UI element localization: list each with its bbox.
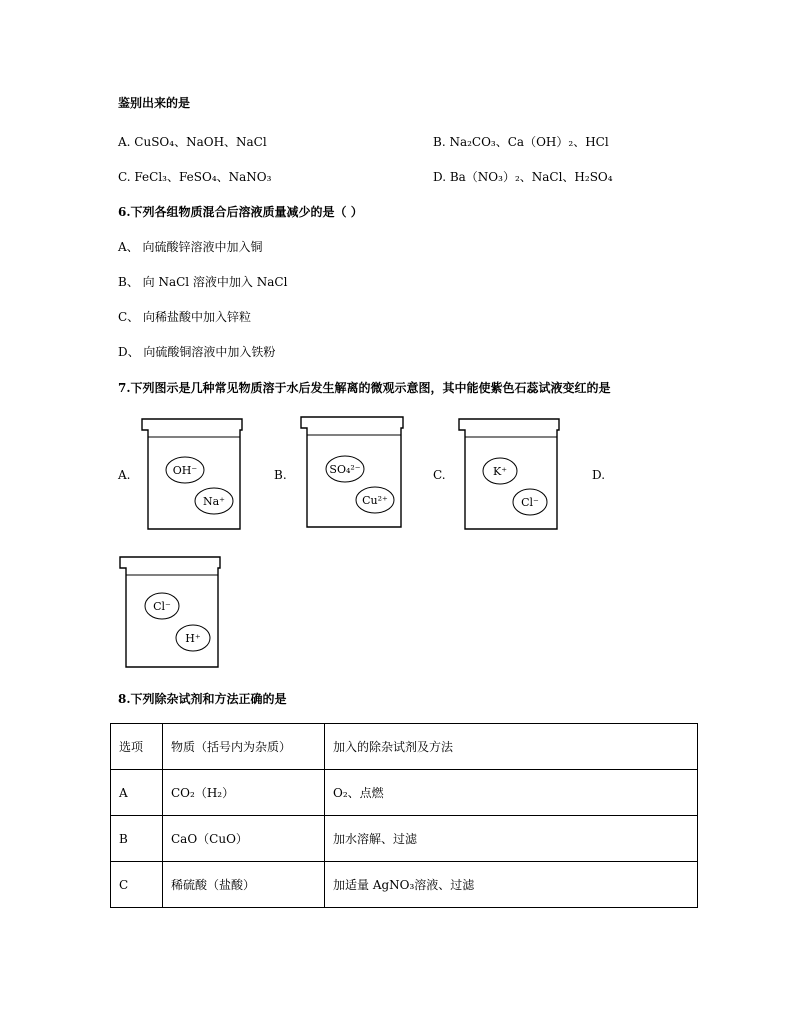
table-cell: 稀硫酸（盐酸） xyxy=(163,862,325,908)
table-row xyxy=(111,770,698,816)
table-cell: O₂、点燃 xyxy=(325,770,698,816)
table-header-cell: 选项 xyxy=(111,724,163,770)
beaker-c-label: C. xyxy=(433,468,446,482)
ion-label: SO₄²⁻ xyxy=(329,463,361,476)
q6-option-b: B、 向 NaCl 溶液中加入 NaCl xyxy=(118,275,288,289)
table-row xyxy=(111,862,698,908)
beaker-b xyxy=(297,416,409,531)
beaker-a-label: A. xyxy=(118,468,131,482)
table-cell: CaO（CuO） xyxy=(163,816,325,862)
q5-option-d: D. Ba（NO₃）₂、NaCl、H₂SO₄ xyxy=(433,170,613,184)
beaker-c-glass xyxy=(459,419,559,529)
table-cell: 加适量 AgNO₃溶液、过滤 xyxy=(325,862,698,908)
ion-label: H⁺ xyxy=(185,632,201,645)
q7-stem: 7.下列图示是几种常见物质溶于水后发生解离的微观示意图，其中能使紫色石蕊试液变红的是 xyxy=(118,381,611,395)
table-header-cell: 加入的除杂试剂及方法 xyxy=(325,724,698,770)
q8-stem: 8.下列除杂试剂和方法正确的是 xyxy=(118,692,287,706)
q6-option-d: D、 向硫酸铜溶液中加入铁粉 xyxy=(118,345,276,359)
table-cell: 加水溶解、过滤 xyxy=(325,816,698,862)
beaker-d-label: D. xyxy=(592,468,606,482)
q5-option-b: B. Na₂CO₃、Ca（OH）₂、HCl xyxy=(433,135,609,149)
beaker-c xyxy=(455,418,565,533)
ion-label: Cl⁻ xyxy=(521,496,539,509)
table-cell: C xyxy=(111,862,163,908)
beaker-d xyxy=(116,556,226,671)
q6-option-c: C、 向稀盐酸中加入锌粒 xyxy=(118,310,251,324)
table-cell: B xyxy=(111,816,163,862)
ion-label: Na⁺ xyxy=(203,495,225,508)
ion-label: Cl⁻ xyxy=(153,600,171,613)
table-header-cell: 物质（括号内为杂质） xyxy=(163,724,325,770)
table-header-row xyxy=(111,724,698,770)
beaker-b-label: B. xyxy=(274,468,287,482)
beaker-a xyxy=(138,418,248,533)
table-row xyxy=(111,816,698,862)
table-cell: CO₂（H₂） xyxy=(163,770,325,816)
q6-stem: 6.下列各组物质混合后溶液质量减少的是（ ） xyxy=(118,205,363,219)
q5-option-c: C. FeCl₃、FeSO₄、NaNO₃ xyxy=(118,170,272,184)
ion-label: OH⁻ xyxy=(172,464,198,477)
q8-table xyxy=(110,723,698,908)
table-cell: A xyxy=(111,770,163,816)
q5-option-a: A. CuSO₄、NaOH、NaCl xyxy=(118,135,267,149)
q6-option-a: A、 向硫酸锌溶液中加入铜 xyxy=(118,240,263,254)
ion-label: Cu²⁺ xyxy=(362,494,388,507)
intro-text: 鉴别出来的是 xyxy=(118,96,191,110)
ion-label: K⁺ xyxy=(492,465,508,478)
